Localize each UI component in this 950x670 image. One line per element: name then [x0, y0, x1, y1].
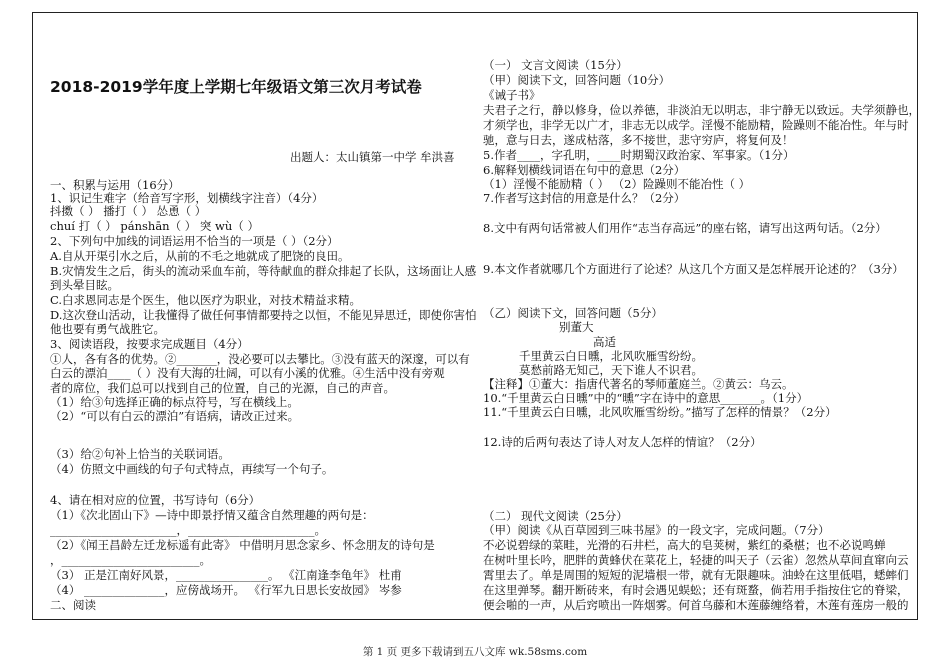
poem-title: 别董大	[559, 320, 594, 334]
question-text: 8.文中有两句话常被人们用作“志当存高远”的座右铭，请写出这两句话。（2分）	[483, 221, 887, 235]
question-text: （1）《次北固山下》—诗中即景抒情又蕴含自然理趣的两句是：	[50, 508, 374, 522]
question-text: ①人，各有各的优势。②_______，没必要可以去攀比。③没有蓝天的深邃，可以有	[50, 352, 470, 366]
question-text: B.灾情发生之后，街头的流动采血车前，等待献血的群众排起了长队，这场面让人感	[50, 264, 477, 278]
question-text: 7.作者写这封信的用意是什么？（2分）	[483, 191, 686, 205]
section-heading: 二、阅读	[50, 598, 96, 612]
page-title: 2018-2019学年度上学期七年级语文第三次月考试卷	[50, 78, 422, 96]
passage-text: 在这里弹琴。翻开断砖来，有时会遇见蜈蚣；还有斑蝥，倘若用手指按住它的脊梁，	[483, 583, 909, 597]
section-heading: （一） 文言文阅读（15分）	[483, 58, 628, 72]
question-text: 到头晕目眩。	[50, 278, 119, 292]
question-text: 6.解释划横线词语在句中的意思（2分）	[483, 163, 686, 177]
section-heading: （二） 现代文阅读（25分）	[483, 509, 628, 523]
question-text: （4） ______________，应傍战场开。 《行军九日思长安故园》 岑参	[50, 583, 402, 597]
question-text: 抖擞（ ） 播打（ ） 怂恿（ ）	[50, 204, 207, 218]
poem-author: 高适	[593, 335, 616, 349]
question-text: （乙）阅读下文，回答问题（5分）	[483, 306, 663, 320]
question-text: 他也要有勇气战胜它。	[50, 322, 165, 336]
question-text: （甲）阅读《从百草园到三味书屋》的一段文字，完成问题。（7分）	[483, 523, 830, 537]
question-text: （1）给③句选择正确的标点符号，写在横线上。	[50, 395, 299, 409]
answer-line: ______________________，______________________。	[50, 523, 326, 537]
question-text: （1）淫慢不能励精（ ） （2）险躁则不能冶性（ ）	[483, 177, 751, 191]
question-text: 者的席位，我们总可以找到自己的位置，自己的光源，自己的声音。	[50, 381, 395, 395]
answer-line: ，________________________。	[50, 553, 211, 567]
passage-text: 在树叶里长吟，肥胖的黄蜂伏在菜花上，轻捷的叫天子（云雀）忽然从草间直窜向云	[483, 553, 909, 567]
passage-text: 驰，意与日去，遂成枯落，多不接世，悲守穷庐，将复何及！	[483, 133, 794, 147]
question-text: chuí 打（ ） pánshān（ ） 突 wù（ ）	[50, 219, 259, 233]
question-text: D.这次登山活动，让我懂得了做任何事情都要持之以恒，不能见异思迁，即使你害怕	[50, 308, 477, 322]
passage-title: 《诫子书》	[483, 88, 541, 102]
question-text: （4）仿照文中画线的句子句式特点，再续写一个句子。	[50, 462, 334, 476]
section-heading: 一、积累与运用（16分）	[50, 178, 180, 192]
annotation: 【注释】①董大：指唐代著名的琴师董庭兰。②黄云：乌云。	[483, 377, 794, 391]
question-text: 白云的漂泊____（ ）没有大海的壮阔，可以有小溪的优雅。④生活中没有旁观	[50, 366, 445, 380]
poem-line: 千里黄云白日曛，北风吹雁雪纷纷。	[519, 349, 703, 363]
question-text: 4、请在相对应的位置，书写诗句（6分）	[50, 493, 261, 507]
passage-text: 霄里去了。单是周围的短短的泥墙根一带，就有无限趣味。油蛉在这里低唱，蟋蟀们	[483, 568, 909, 582]
question-text: C.白求恩同志是个医生，他以医疗为职业，对技术精益求精。	[50, 293, 362, 307]
page-footer: 第 1 页 更多下载请到五八文库 wk.58sms.com	[362, 646, 588, 658]
question-text: 5.作者____，字孔明，____时期蜀汉政治家、军事家。（1分）	[483, 148, 795, 162]
question-text: 9.本文作者就哪几个方面进行了论述？从这几个方面又是怎样展开论述的？（3分）	[483, 262, 904, 276]
author-line: 出题人：太山镇第一中学 牟洪喜	[290, 150, 455, 164]
question-text: （甲）阅读下文，回答问题（10分）	[483, 73, 671, 87]
question-text: （2）“可以有白云的漂泊”有语病，请改正过来。	[50, 409, 300, 423]
passage-text: 才须学也，非学无以广才，非志无以成学。淫慢不能励精，险躁则不能冶性。年与时	[483, 118, 909, 132]
question-text: （2）《闻王昌龄左迁龙标遥有此寄》 中借明月思念家乡、怀念朋友的诗句是	[50, 538, 435, 552]
question-text: 2、下列句中加线的词语运用不恰当的一项是（ ）（2分）	[50, 234, 339, 248]
passage-text: 夫君子之行，静以修身，俭以养德，非淡泊无以明志，非宁静无以致远。夫学须静也，	[483, 103, 920, 117]
question-text: 10.“千里黄云白日曛”中的“曛”字在诗中的意思_______。（1分）	[483, 391, 809, 405]
question-text: （3） 正是江南好风景，________________。 《江南逢李龟年》 杜甫	[50, 568, 402, 582]
question-text: （3）给②句补上恰当的关联词语。	[50, 447, 230, 461]
question-text: A.自从开渠引水之后，从前的不毛之地就成了肥饶的良田。	[50, 249, 350, 263]
question-text: 11.“千里黄云白日曛，北风吹雁雪纷纷。”描写了怎样的情景？（2分）	[483, 405, 837, 419]
passage-text: 不必说碧绿的菜畦，光滑的石井栏，高大的皂荚树，紫红的桑椹；也不必说鸣蝉	[483, 538, 886, 552]
poem-line: 莫愁前路无知己，天下谁人不识君。	[519, 363, 703, 377]
passage-text: 便会啪的一声，从后窍喷出一阵烟雾。何首乌藤和木莲藤缠络着，木莲有莲房一般的	[483, 598, 909, 612]
question-text: 1、识记生难字（给音写字形，划横线字注音）（4分）	[50, 191, 324, 205]
question-text: 3、阅读语段，按要求完成题目（4分）	[50, 337, 249, 351]
question-text: 12.诗的后两句表达了诗人对友人怎样的情谊？（2分）	[483, 435, 762, 449]
